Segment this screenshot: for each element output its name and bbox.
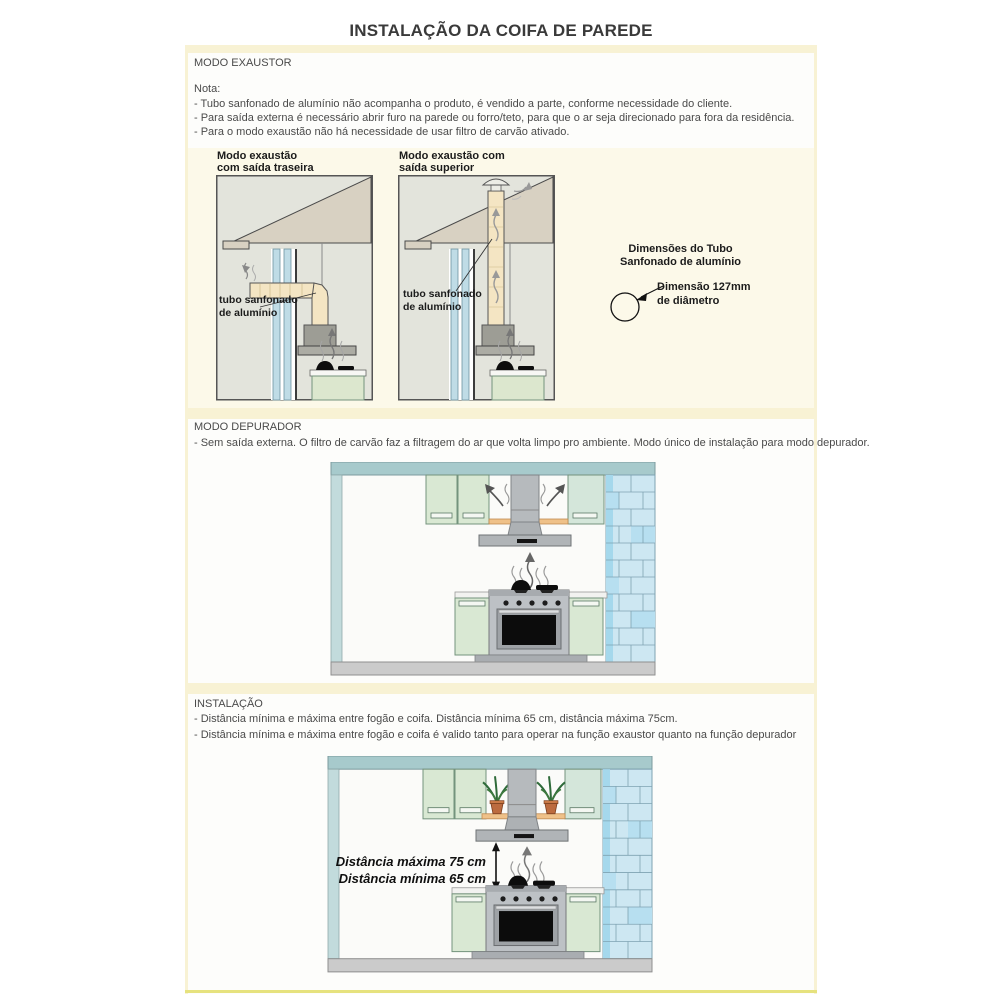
instalacao-note-1: - Distância mínima e máxima entre fogão e coifa. Distância mínima 65 cm, distância máxima 75cm. (194, 713, 678, 725)
distance-min-label: Distância mínima 65 cm (338, 871, 486, 886)
instalacao-heading: INSTALAÇÃO (194, 698, 263, 710)
stove-knob (503, 600, 508, 605)
stove-knob (516, 600, 521, 605)
depurador-heading: MODO DEPURADOR (194, 421, 302, 433)
cabinet-handle (570, 897, 596, 902)
bottom-separator-line (185, 990, 817, 993)
duct-label (403, 288, 482, 314)
top-separator-band (188, 45, 814, 53)
stove-knob (529, 600, 534, 605)
kitchen-depurador-diagram (325, 462, 660, 684)
figure-exhaust-rear (216, 148, 373, 408)
distance-labels (322, 853, 486, 887)
hood-vent-slot (514, 834, 534, 838)
pan (536, 585, 558, 590)
tube-dimensions-heading-line: Sanfonado de alumínio (619, 256, 741, 268)
stove-knob (555, 600, 560, 605)
cabinet-handle (431, 513, 452, 518)
figure-title-line: Modo exaustão (217, 150, 298, 162)
exaustor-diagram-band (188, 148, 814, 408)
section-separator (188, 683, 814, 694)
figure-exhaust-rear-title (217, 150, 314, 174)
cabinet-handle (573, 513, 597, 518)
oven-glass (502, 615, 556, 645)
cabinet-handle (573, 601, 599, 606)
tube-dimensions-heading (613, 243, 748, 269)
duct-label-line: de alumínio (219, 307, 278, 319)
tube-diameter-label (657, 280, 751, 308)
exaustor-note-3: - Para o modo exaustão não há necessidade de usar filtro de carvão ativado. (194, 126, 570, 138)
duct-label (219, 294, 298, 320)
brick-wall (603, 769, 652, 959)
figure-title-line: com saída traseira (217, 162, 314, 174)
stove-knob (526, 896, 531, 901)
ceiling (331, 462, 655, 475)
exaustor-note-2: - Para saída externa é necessário abrir furo na parede ou forro/teto, para que o ar seja direcionado para fora da residência. (194, 112, 795, 124)
pan (533, 881, 555, 886)
section-separator (188, 408, 814, 419)
cabinet-handle (428, 808, 449, 813)
stove-knob (500, 896, 505, 901)
brick-wall (606, 475, 655, 662)
stove-knob (539, 896, 544, 901)
stove-knob (513, 896, 518, 901)
cabinet-handle (570, 808, 594, 813)
pan (338, 366, 354, 370)
depurador-note-1: - Sem saída externa. O filtro de carvão faz a filtragem do ar que volta limpo pro ambiente. Modo único de instalação para modo depurador. (194, 437, 870, 449)
figure-title-line: Modo exaustão com (399, 150, 505, 162)
distance-max-label: Distância máxima 75 cm (335, 854, 486, 869)
cabinet-handle (460, 808, 481, 813)
floor (328, 959, 652, 972)
tube-dimensions-heading-line: Dimensões do Tubo (628, 243, 733, 255)
cabinet-handle (456, 897, 482, 902)
kitchen-depurador-figure (325, 462, 660, 689)
stove-knob (552, 896, 557, 901)
exaustor-heading: MODO EXAUSTOR (194, 57, 292, 69)
instalacao-note-2: - Distância mínima e máxima entre fogão e coifa é valido tanto para operar na função exaustor quanto na função depurador (194, 729, 797, 741)
exaustor-note-1: - Tubo sanfonado de alumínio não acompanha o produto, é vendido a parte, conforme necessidade do cliente. (194, 98, 733, 110)
ceiling (328, 756, 652, 769)
cabinet-handle (463, 513, 484, 518)
duct-label-line: tubo sanfonado (403, 288, 482, 300)
pan (518, 366, 534, 370)
oven-glass (499, 911, 553, 941)
tube-circle (611, 293, 639, 321)
duct-label-line: de alumínio (403, 301, 462, 313)
figure-exhaust-top-title (399, 150, 505, 174)
exhaust-rear-diagram (216, 175, 373, 401)
figure-title-line: saída superior (399, 162, 475, 174)
note-label: Nota: (194, 83, 221, 95)
cabinet-handle (459, 601, 485, 606)
content-area (185, 45, 870, 994)
duct-label-line: tubo sanfonado (219, 294, 298, 306)
left-wall (331, 475, 342, 662)
oven-handle (496, 906, 556, 909)
tube-diameter-label-line: de diâmetro (657, 295, 720, 307)
stove-knob (542, 600, 547, 605)
diameter-pointer-arrowhead (636, 293, 647, 301)
figure-exhaust-top (398, 148, 555, 408)
page-title: INSTALAÇÃO DA COIFA DE PAREDE (349, 21, 653, 40)
oven-handle (499, 610, 559, 613)
kitchen-install-figure (322, 756, 657, 986)
floor (331, 662, 655, 675)
hood-vent-slot (517, 539, 537, 543)
tube-diameter-label-line: Dimensão 127mm (657, 281, 751, 293)
